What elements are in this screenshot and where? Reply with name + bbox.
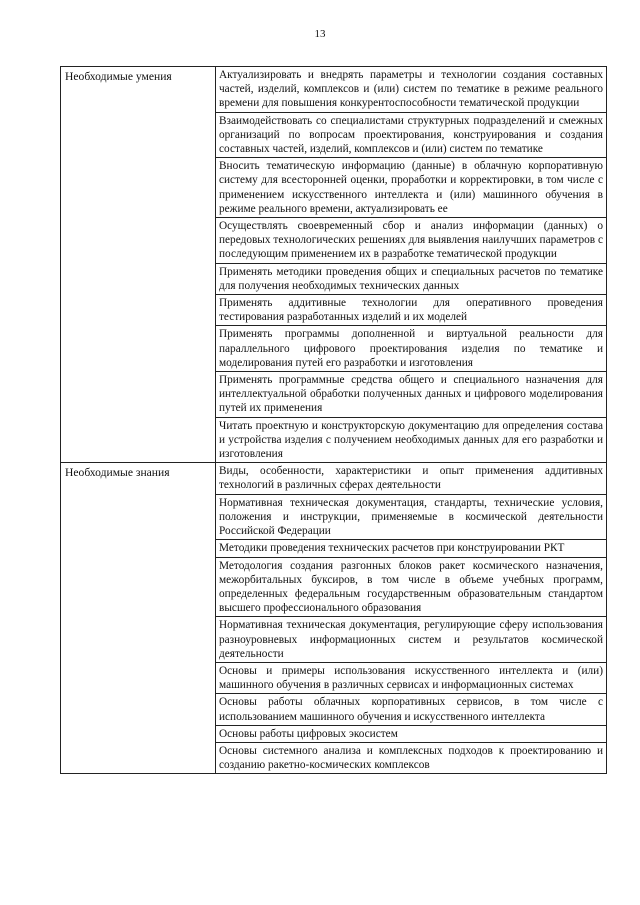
section-row <box>61 463 607 774</box>
section-items <box>216 67 607 463</box>
list-item: Виды, особенности, характеристики и опыт применения аддитивных технологий в различных сферах деятельности <box>216 463 606 494</box>
list-item: Нормативная техническая документация, стандарты, технические условия, положения и инструкции, применяемые в космической деятельности Российской Федерации <box>216 495 606 541</box>
page-number: 13 <box>314 28 326 40</box>
list-item: Актуализировать и внедрять параметры и технологии создания составных частей, изделий, комплексов и (или) систем по тематике в режиме реального времени для повышения конкурентоспособности тематической продукции <box>216 67 606 113</box>
competency-table-body <box>61 67 607 774</box>
list-item: Применять программные средства общего и специального назначения для интеллектуальной обработки полученных данных и цифрового моделирования путей их применения <box>216 372 606 418</box>
section-row <box>61 67 607 463</box>
list-item: Читать проектную и конструкторскую документацию для определения состава и устройства изделия с получением необходимых данных для его разработки и изготовления <box>219 419 603 461</box>
competency-table <box>60 66 607 774</box>
section-label: Необходимые знания <box>61 463 216 774</box>
list-item: Методики проведения технических расчетов при конструировании РКТ <box>216 540 606 557</box>
list-item: Вносить тематическую информацию (данные) в облачную корпоративную систему для всесторонней оценки, проработки и корректировки, в том числе с применением искусственного интеллекта и (или) машинного обучения в режиме реального времени, актуализировать ее <box>216 158 606 218</box>
list-item: Основы работы цифровых экосистем <box>216 726 606 743</box>
list-item: Основы системного анализа и комплексных подходов к проектированию и созданию ракетно-космических комплексов <box>219 744 603 772</box>
list-item: Основы и примеры использования искусственного интеллекта и (или) машинного обучения в различных сервисах и информационных системах <box>216 663 606 694</box>
list-item: Применять программы дополненной и виртуальной реальности для параллельного цифрового проектирования изделия по тематике и моделирования путей его разработки и изготовления <box>216 326 606 372</box>
list-item: Методология создания разгонных блоков ракет космического назначения, межорбитальных буксиров, в том числе в объеме учебных программ, определенных федеральным государственным образовательным стандартом высшего профессионального образования <box>216 558 606 618</box>
list-item: Применять аддитивные технологии для оперативного проведения тестирования разработанных изделий и их моделей <box>216 295 606 326</box>
section-items <box>216 463 607 774</box>
list-item: Взаимодействовать со специалистами структурных подразделений и смежных организаций по вопросам проектирования, конструирования и создания составных частей, изделий, комплексов и (или) систем по тематике <box>216 113 606 159</box>
list-item: Осуществлять своевременный сбор и анализ информации (данных) о передовых технологических решениях для выявления наилучших параметров с последующим применением их в разработке тематической продукции <box>216 218 606 264</box>
list-item: Применять методики проведения общих и специальных расчетов по тематике для получения необходимых технических данных <box>216 264 606 295</box>
list-item: Основы работы облачных корпоративных сервисов, в том числе с использованием машинного обучения и искусственного интеллекта <box>216 694 606 725</box>
section-label: Необходимые умения <box>61 67 216 463</box>
list-item: Нормативная техническая документация, регулирующие сферу использования разноуровневых информационных систем и результатов космической деятельности <box>216 617 606 663</box>
